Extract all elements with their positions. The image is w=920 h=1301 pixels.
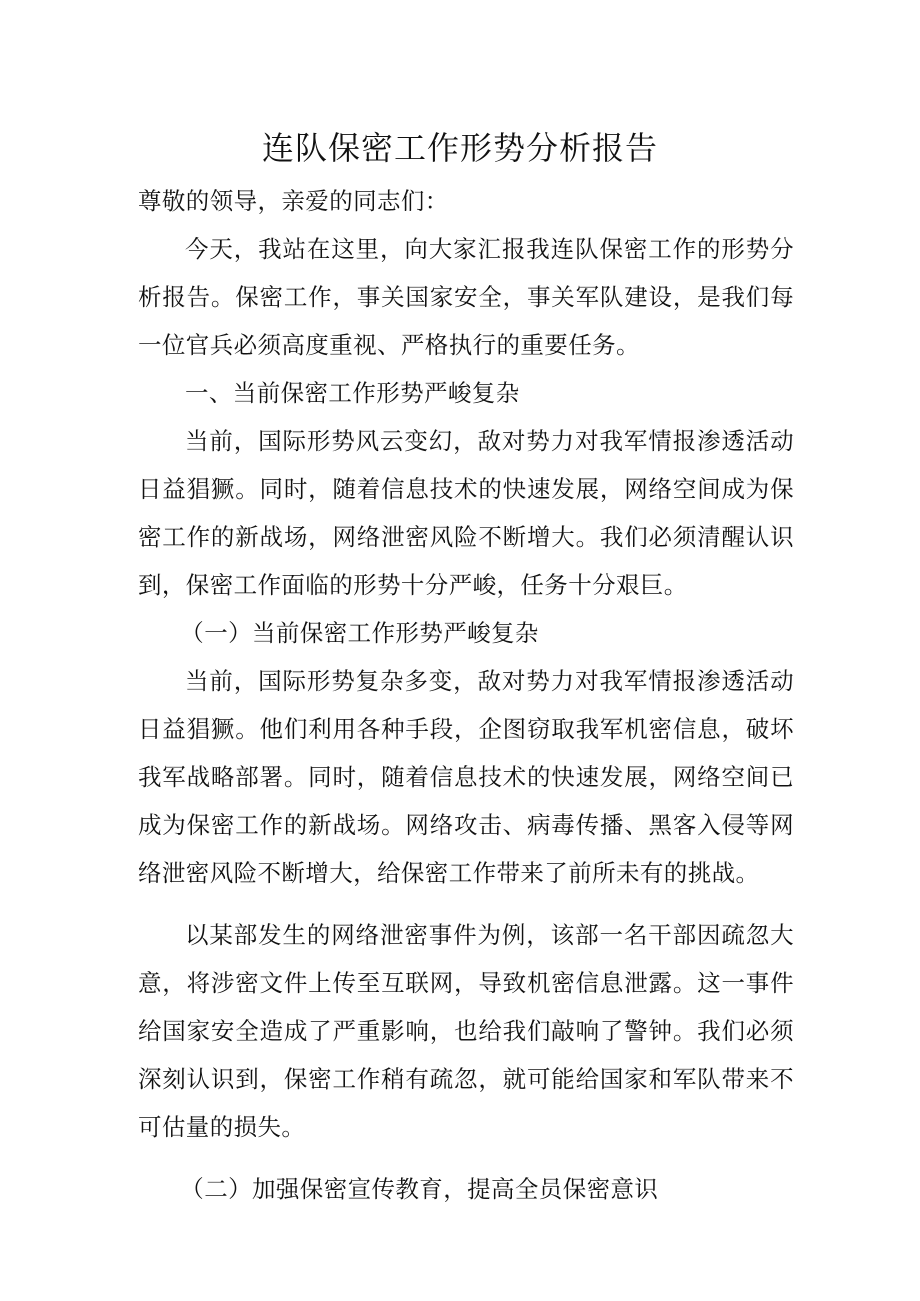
section-heading-1: 一、当前保密工作形势严峻复杂 — [185, 379, 520, 407]
subsection-1-paragraph-2: 以某部发生的网络泄密事件为例，该部一名干部因疏忽大意，将涉密文件上传至互联网，导致机密信息泄露。这一事件给国家安全造成了严重影响，也给我们敲响了警钟。我们必须深刻认识到，保密工作稍有疏忽，就可能给国家和军队带来不可估量的损失。 — [138, 921, 794, 1141]
subsection-heading-1: （一）当前保密工作形势严峻复杂 — [180, 619, 539, 647]
subsection-heading-2: （二）加强保密宣传教育，提高全员保密意识 — [180, 1175, 659, 1203]
intro-paragraph: 今天，我站在这里，向大家汇报我连队保密工作的形势分析报告。保密工作，事关国家安全，事关军队建设，是我们每一位官兵必须高度重视、严格执行的重要任务。 — [138, 235, 794, 359]
salutation: 尊敬的领导，亲爱的同志们： — [138, 187, 449, 215]
subsection-1-paragraph-1: 当前，国际形势复杂多变，敌对势力对我军情报渗透活动日益猖獗。他们利用各种手段，企图窃取我军机密信息，破坏我军战略部署。同时，随着信息技术的快速发展，网络空间已成为保密工作的新战场。网络攻击、病毒传播、黑客入侵等网络泄密风险不断增大，给保密工作带来了前所未有的挑战。 — [138, 667, 794, 887]
page-title: 连队保密工作形势分析报告 — [261, 129, 658, 167]
section-1-paragraph: 当前，国际形势风云变幻，敌对势力对我军情报渗透活动日益猖獗。同时，随着信息技术的快速发展，网络空间成为保密工作的新战场，网络泄密风险不断增大。我们必须清醒认识到，保密工作面临的形势十分严峻，任务十分艰巨。 — [138, 427, 794, 599]
document-body — [138, 177, 794, 1213]
